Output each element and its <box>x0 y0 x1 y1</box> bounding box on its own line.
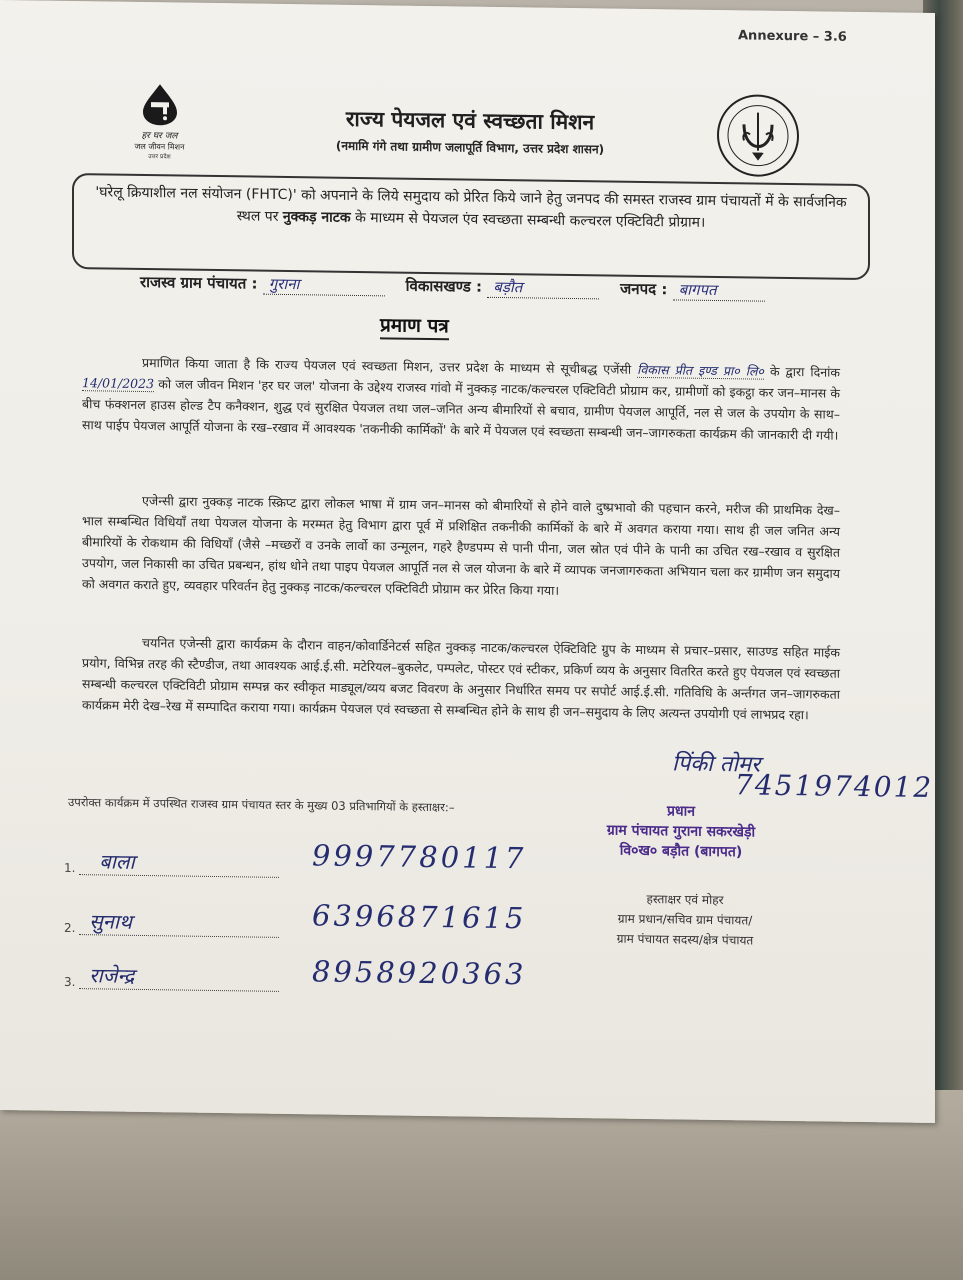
paragraph-1 <box>82 351 840 446</box>
jal-jeevan-mission-logo <box>112 82 207 161</box>
department-subtitle: (नमामि गंगे तथा ग्रामीण जलापूर्ति विभाग, उत्तर प्रदेश शासन) <box>335 138 605 157</box>
participant-phone: 6396871615 <box>312 898 527 936</box>
caption-line3: ग्राम पंचायत सदस्य/क्षेत्र पंचायत <box>616 931 754 948</box>
program-date: 14/01/2023 <box>82 375 155 392</box>
panchayat-label: राजस्व ग्राम पंचायत : <box>140 272 258 293</box>
participant-row <box>64 961 279 992</box>
participant-number: 3. <box>64 974 76 990</box>
para1-c: को जल जीवन मिशन 'हर घर जल' योजना के उद्देश्य राजस्व गांवो में नुक्कड़ नाटक/कल्चरल एक्टिविटी प्रोग्राम कर, ग्रामीणों को इकट्ठा कर जन–मानस के बीच फंक्शनल हाउस होल्ड टैप कनैक्शन, शुद्ध एवं सुरक्षित पेयजल तथा जल–जनित अन्य बीमारियों से बचाव, ग्रामीण पेयजल आपूर्ति, नल से जल के उपयोग के साथ–साथ पाईप पेयजल आपूर्ति योजना के रख–रखाव में आवश्यक 'तकनीकी कार्मिकों' के बारे में पेयजल एवं स्वच्छता सम्बन्धी जन–जागरुकता कार्यक्रम की जानकारी दी गयी। <box>82 376 840 443</box>
stamp-line2: ग्राम पंचायत गुराना सकरखेड़ी <box>606 822 756 841</box>
annexure-label: Annexure – 3.6 <box>738 28 847 45</box>
box-text-bold: नुक्कड़ नाटक <box>282 208 351 226</box>
signer-phone: 7451974012 <box>735 768 934 805</box>
participant-row <box>64 847 279 878</box>
paragraph-2: एजेन्सी द्वारा नुक्कड़ नाटक स्क्रिप्ट द्वारा लोकल भाषा में ग्राम जन–मानस को बीमारियों से होने वाले दुष्प्रभावो की पहचान करने, मरीज की प्राथमिक देख–भाल सम्बन्धित विधियाँ तथा पेयजल योजना के मरम्मत हेतु विभाग द्वारा पूर्व में प्रशिक्षित तकनीकी कार्मिकों के बारे में अवगत कराया गया। साथ ही जल जनित अन्य बीमारियों के रोकथाम की विधियाँ (जैसे –मच्छरों व उनके लार्वो का उन्मूलन, गहरे हैण्डपम्प से पानी पीना, जल स्रोत एवं पीने के पानी का उचित रख–रखाव व सुरक्षित उपयोग, जल निकासी का उचित प्रबन्धन, हांथ धोने तथा पाइप पेयजल आपूर्ति नल से जल योजना के बारे में व्यापक जनजागरुकता अभियान चला कर ग्रामीण जन समुदाय को अवगत कराते हुए, व्यवहार परिवर्तन हेतु नुक्कड़ नाटक/कल्चरल एक्टिविटी प्रोग्राम कर प्रेरित किया गया। <box>82 492 840 598</box>
certificate-heading: प्रमाण पत्र <box>380 311 449 340</box>
participant-signature: सुनाथ <box>89 909 132 934</box>
water-drop-tap-icon <box>137 82 183 127</box>
participant-phone: 8958920363 <box>312 954 527 992</box>
para1-b: के द्वारा दिनांक <box>763 363 840 380</box>
participant-row <box>64 907 279 938</box>
logo-line2: जल जीवन मिशन <box>134 141 185 152</box>
district-value: बागपत <box>673 279 765 301</box>
block-value: बड़ौत <box>487 277 599 300</box>
participant-number: 2. <box>64 920 76 936</box>
stamp-line1: प्रधान <box>667 803 695 820</box>
pradhan-stamp <box>556 800 806 863</box>
para1-a: प्रमाणित किया जाता है कि राज्य पेयजल एवं स्वच्छता मिशन, उत्तर प्रदेश के माध्यम से सूचीबद्ध एजेंसी <box>142 354 638 377</box>
up-emblem-icon <box>712 90 804 181</box>
caption-line1: हस्ताक्षर एवं मोहर <box>646 892 724 908</box>
program-description-box <box>72 173 870 280</box>
paragraph-3: चयनित एजेन्सी द्वारा कार्यक्रम के दौरान वाहन/कोवार्डिनेटर्स सहित नुक्कड़ नाटक/कल्चरल ऐक्टिविटि ग्रुप के माध्यम से प्रचार–प्रसार, साउण्ड सहित माईक प्रयोग, विभिन्न तरह की स्टैण्डीज, तथा आवश्यक आई.ई.सी. मटेरियल–बुकलेट, पम्पलेट, पोस्टर एवं स्टीकर, प्रकिर्ण व्यय के अनुसार वितरित करते हुए पेयजल एवं स्वच्छता सम्बन्धी कल्चरल एक्टिविटी प्रोग्राम सम्पन्न कर स्वीकृत माड्यूल/व्यय बजट विवरण के अनुसार निर्धारित समय पर सपोर्ट आई.ई.सी. गतिविधि के अर्न्तगत जन–जागरुकता कार्यक्रम मेरी देख–रेख में सम्पादित कराया गया। कार्यक्रम पेयजल एवं स्वच्छता से सम्बन्धित होने के साथ ही जन–समुदाय के लिए अत्यन्त उपयोगी एवं लाभप्रद रहा। <box>82 634 840 723</box>
signature-caption <box>560 888 810 951</box>
panchayat-value: गुराना <box>263 274 385 297</box>
box-text-1: 'घरेलू क्रियाशील नल संयोजन (FHTC)' को अपनाने के लिये समुदाय को प्रेरित किये जाने हेतु जनपद की समस्त राजस्व ग्राम पंचायतों में के सार्वजनिक स्थल पर <box>95 184 847 225</box>
participant-phone: 9997780117 <box>312 838 527 876</box>
participant-signature: बाला <box>99 849 135 874</box>
caption-line2: ग्राम प्रधान/सचिव ग्राम पंचायत/ <box>617 911 753 928</box>
signer-name: पिंकी तोमर <box>672 751 761 778</box>
participant-signature-line <box>79 847 279 878</box>
logo-line3: उत्तर प्रदेश <box>148 153 171 161</box>
box-text-2: के माध्यम से पेयजल एंव स्वच्छता सम्बन्धी कल्चरल एक्टिविटी प्रोग्राम। <box>350 209 706 231</box>
participant-signature-line <box>79 907 279 938</box>
stamp-line3: वि०ख० बड़ौत (बागपत) <box>619 842 743 861</box>
participants-intro: उपरोक्त कार्यक्रम में उपस्थित राजस्व ग्राम पंचायत स्तर के मुख्य 03 प्रतिभागियों के हस्ताक्षर:– <box>68 794 455 815</box>
participant-signature-line <box>79 961 279 992</box>
mission-title: राज्य पेयजल एवं स्वच्छता मिशन <box>345 106 595 135</box>
up-government-emblem <box>712 90 804 185</box>
logo-line1: हर घर जल <box>141 130 178 142</box>
agency-name: विकास प्रीत इण्ड प्रा० लि० <box>637 361 764 379</box>
participant-signature: राजेन्द्र <box>89 963 135 988</box>
block-label: विकासखण्ड : <box>405 276 483 296</box>
participant-number: 1. <box>64 860 76 876</box>
district-label: जनपद : <box>620 279 668 299</box>
